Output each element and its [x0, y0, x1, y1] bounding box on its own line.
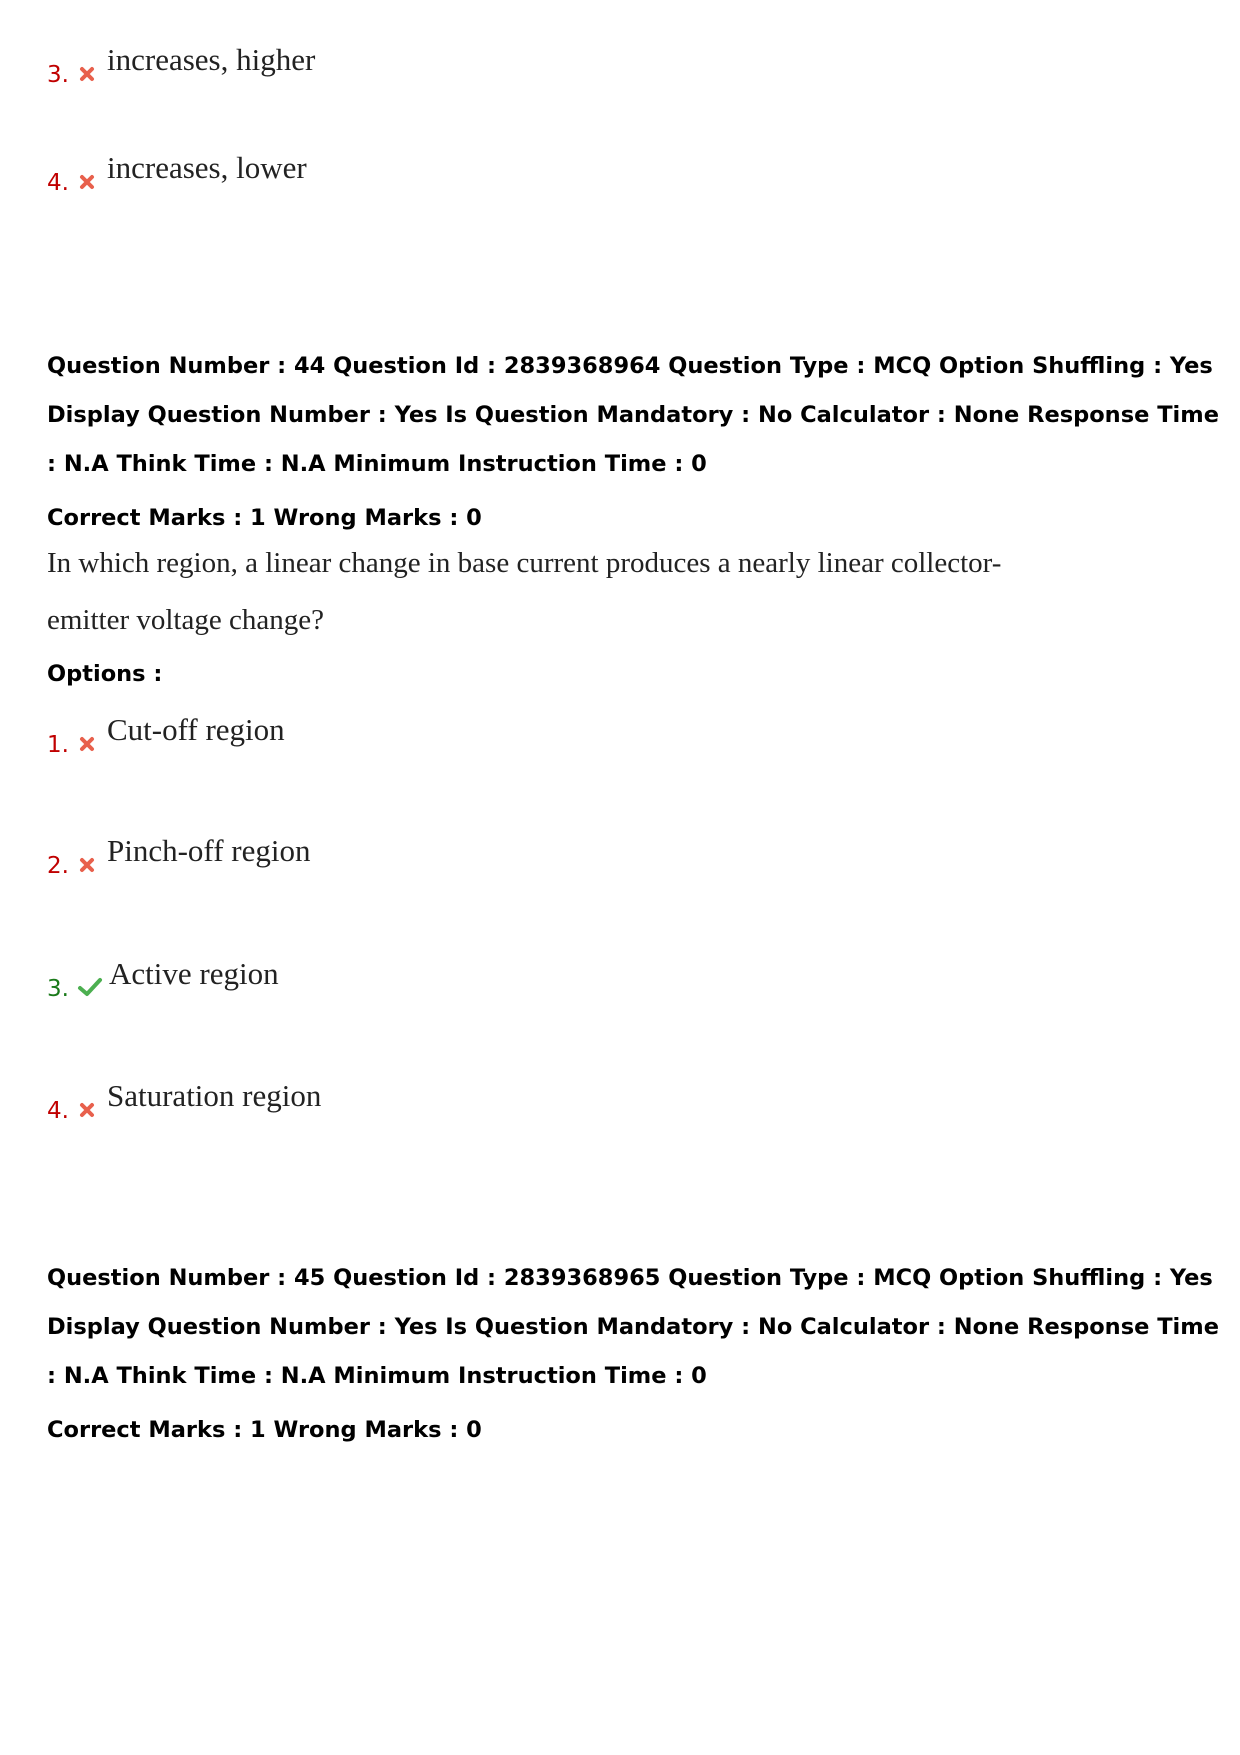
- option-row: [47, 1078, 747, 1138]
- question-44-text: [47, 535, 1147, 649]
- cross-icon: [77, 172, 97, 192]
- option-number: 4.: [47, 170, 69, 196]
- meta-line: Question Number : 45 Question Id : 2839368965 Question Type : MCQ Option Shuffling : Yes: [47, 1265, 1213, 1291]
- option-row: [47, 712, 747, 772]
- cross-icon: [77, 855, 97, 875]
- meta-line: Display Question Number : Yes Is Question Mandatory : No Calculator : None Response Time: [47, 402, 1219, 428]
- question-line: emitter voltage change?: [47, 604, 324, 636]
- meta-line: : N.A Think Time : N.A Minimum Instruction Time : 0: [47, 1363, 707, 1389]
- question-44-marks: Correct Marks : 1 Wrong Marks : 0: [47, 505, 482, 531]
- option-text: increases, lower: [107, 150, 307, 185]
- option-number: 3.: [47, 976, 69, 1002]
- option-text: Active region: [109, 956, 279, 991]
- meta-line: Display Question Number : Yes Is Question Mandatory : No Calculator : None Response Time: [47, 1314, 1219, 1340]
- check-icon: [77, 976, 103, 998]
- option-row: [47, 42, 747, 102]
- option-text: increases, higher: [107, 42, 316, 77]
- option-number: 2.: [47, 853, 69, 879]
- option-text: Cut-off region: [107, 712, 285, 747]
- question-line: In which region, a linear change in base current produces a nearly linear collector-: [47, 547, 1002, 579]
- option-number: 1.: [47, 732, 69, 758]
- question-44-meta: [47, 342, 1219, 489]
- cross-icon: [77, 1100, 97, 1120]
- option-row: [47, 833, 747, 893]
- cross-icon: [77, 64, 97, 84]
- option-text: Saturation region: [107, 1078, 322, 1113]
- question-45-meta: [47, 1254, 1219, 1401]
- option-text: Pinch-off region: [107, 833, 311, 868]
- option-row-correct: [47, 956, 747, 1016]
- option-row: [47, 150, 747, 210]
- option-number: 4.: [47, 1098, 69, 1124]
- question-45-marks: Correct Marks : 1 Wrong Marks : 0: [47, 1417, 482, 1443]
- meta-line: Question Number : 44 Question Id : 2839368964 Question Type : MCQ Option Shuffling : Yes: [47, 353, 1213, 379]
- cross-icon: [77, 734, 97, 754]
- meta-line: : N.A Think Time : N.A Minimum Instruction Time : 0: [47, 451, 707, 477]
- options-label: Options :: [47, 661, 163, 687]
- option-number: 3.: [47, 62, 69, 88]
